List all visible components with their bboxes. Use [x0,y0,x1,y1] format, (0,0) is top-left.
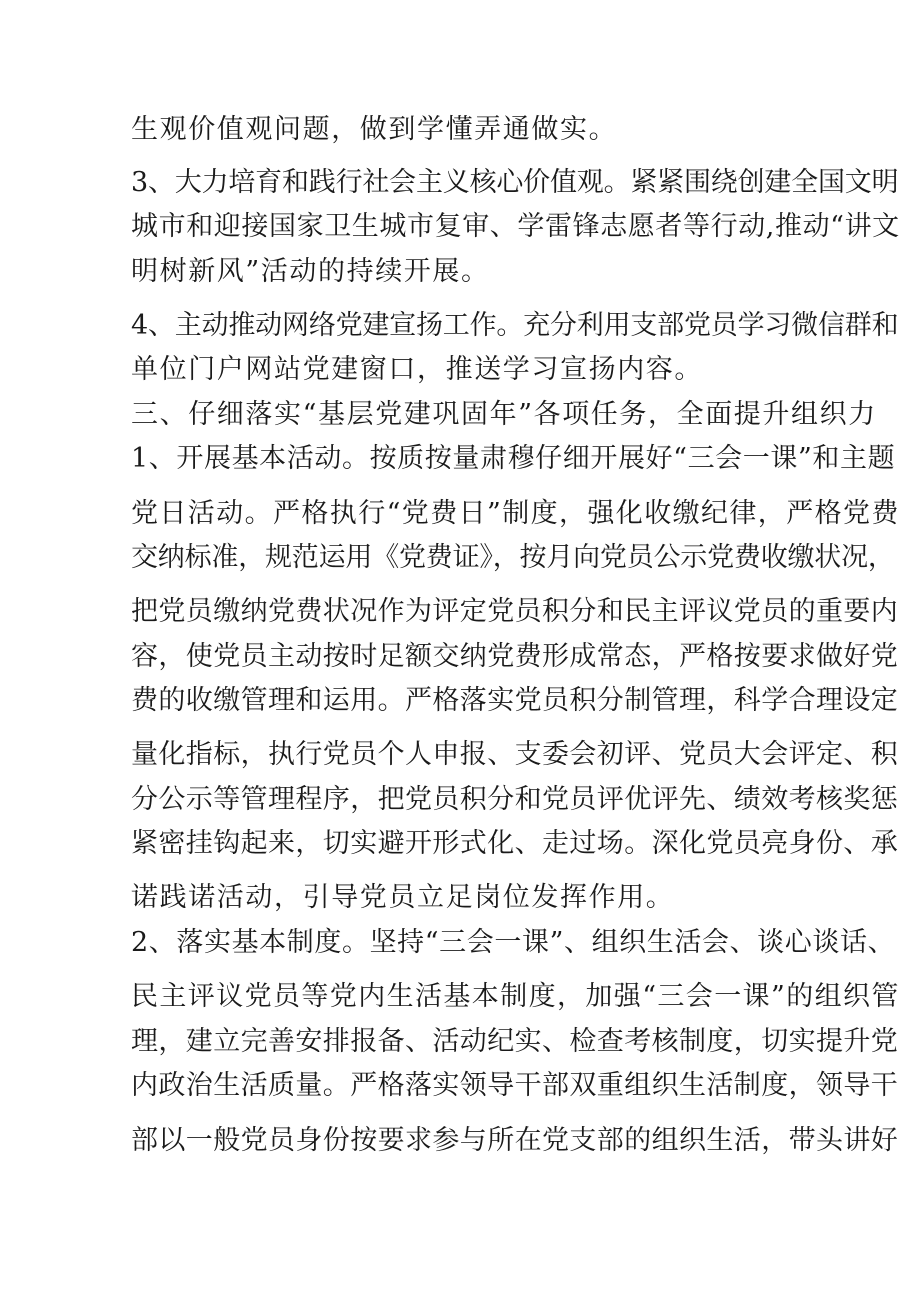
text-line: 紧密挂钩起来，切实避开形式化、走过场。深化党员亮身份、承 [131,828,899,859]
text-line: 党日活动。严格执行“党费日”制度，强化收缴纪律，严格党费 [131,498,900,529]
text-line: 明树新风”活动的持续开展。 [131,256,490,287]
text-line: 理，建立完善安排报备、活动纪实、检查考核制度，切实提升党 [131,1026,899,1057]
text-line: 3、大力培育和践行社会主义核心价值观。紧紧围绕创建全国文明 [131,167,899,198]
text-line: 1、开展基本活动。按质按量肃穆仔细开展好“三会一课”和主题 [131,443,896,474]
text-line: 单位门户网站党建窗口，推送学习宣扬内容。 [131,354,703,385]
text-line: 城市和迎接国家卫生城市复审、学雷锋志愿者等行动,推动“讲文 [131,211,900,242]
text-line: 诺践诺活动，引导党员立足岗位发挥作用。 [131,882,675,913]
text-line: 民主评议党员等党内生活基本制度，加强“三会一课”的组织管 [131,981,900,1012]
text-line: 部以一般党员身份按要求参与所在党支部的组织生活，带头讲好 [131,1125,899,1156]
text-line: 量化指标，执行党员个人申报、支委会初评、党员大会评定、积 [131,739,899,770]
text-line: 费的收缴管理和运用。严格落实党员积分制管理，科学合理设定 [131,685,899,716]
text-line: 交纳标准，规范运用《党费证》，按月向党员公示党费收缴状况， [131,542,895,573]
text-line: 内政治生活质量。严格落实领导干部双重组织生活制度，领导干 [131,1070,899,1101]
text-line: 2、落实基本制度。坚持“三会一课”、组织生活会、谈心谈话、 [131,927,896,958]
section-heading: 三、仔细落实“基层党建巩固年”各项任务，全面提升组织力 [131,399,877,430]
text-line: 分公示等管理程序，把党员积分和党员评优评先、绩效考核奖惩 [131,784,899,815]
text-line: 生观价值观问题，做到学懂弄通做实。 [131,114,618,145]
text-line: 把党员缴纳党费状况作为评定党员积分和民主评议党员的重要内 [131,596,899,627]
text-line: 4、主动推动网络党建宣扬工作。充分利用支部党员学习微信群和 [131,310,899,341]
text-line: 容，使党员主动按时足额交纳党费形成常态，严格按要求做好党 [131,641,899,672]
